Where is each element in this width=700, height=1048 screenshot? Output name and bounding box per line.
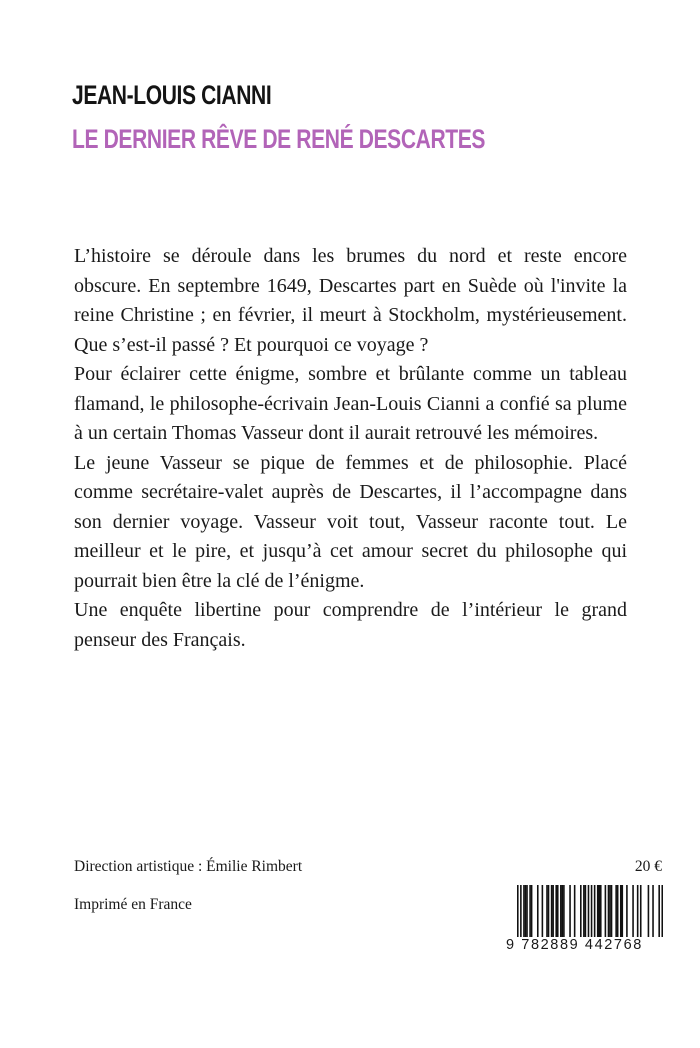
barcode-bar [597,885,599,937]
barcode-bar [605,885,607,937]
barcode-bar [563,885,565,937]
barcode-bar [626,885,628,937]
barcode-bar [609,885,611,937]
barcode-bar [560,885,562,937]
barcode-bar [585,885,587,937]
barcode-bar [542,885,544,937]
barcode-bar [551,885,553,937]
barcode-bar [557,885,559,937]
barcode-bar [583,885,585,937]
barcode-bar [569,885,571,937]
barcode-bar [580,885,582,937]
barcode-bar [620,885,622,937]
barcode-bar [658,885,660,937]
barcode-bar [600,885,602,937]
barcode-bar [648,885,650,937]
barcode-bar [548,885,550,937]
barcode-bar [555,885,557,937]
barcode-bar [574,885,576,937]
author-name: JEAN-LOUIS CIANNI [72,80,272,110]
barcode-bar [529,885,531,937]
barcode-bar [588,885,590,937]
blurb-paragraph: L’histoire se déroule dans les brumes du nord et reste encore obscure. En septembre 1649, Descartes part en Suède où l'invite la reine Christine ; en février, il meurt à Stockholm, mystérieusement. Que s’est-il passé ? Et pourquoi ce voyage ? [74,245,627,356]
blurb-paragraph: Pour éclairer cette énigme, sombre et brûlante comme un tableau flamand, le philosophe-écrivain Jean-Louis Cianni a confié sa plume à un certain Thomas Vasseur dont il aurait retrouvé les mémoires. [74,363,627,444]
barcode-bar [615,885,617,937]
art-direction-credit: Direction artistique : Émilie Rimbert [74,858,303,875]
barcode-bar [598,885,600,937]
barcode-bar [562,885,564,937]
barcode-bar [637,885,639,937]
barcode-bar [552,885,554,937]
barcode-bar [526,885,528,937]
blurb-paragraph: Le jeune Vasseur se pique de femmes et de philosophie. Placé comme secrétaire-valet auprès de Descartes, il l’accompagne dans son dernier voyage. Vasseur voit tout, Vasseur raconte tout. Le meilleur et le pire, et jusqu’à cet amour secret du philosophe qui pourrait bien être la clé de l’énigme. [74,451,627,592]
barcode-bar [661,885,663,937]
barcode-bar [591,885,593,937]
blurb [74,242,627,655]
price: 20 € [634,858,662,875]
barcode-bar [531,885,533,937]
barcode-bar [537,885,539,937]
barcode-bar [546,885,548,937]
blurb-paragraph: Une enquête libertine pour comprendre de l’intérieur le grand penseur des Français. [74,599,627,651]
barcode-bar [523,885,525,937]
barcode-bar [632,885,634,937]
barcode-icon [517,885,663,937]
barcode-bar [525,885,527,937]
barcode-bar [640,885,642,937]
printed-in: Imprimé en France [74,896,192,913]
barcode-bar [608,885,610,937]
barcode-bar [652,885,654,937]
isbn-number: 9 782889 442768 [506,937,643,953]
book-title: LE DERNIER RÊVE DE RENÉ DESCARTES [72,124,486,154]
barcode-bar [622,885,624,937]
barcode-bar [617,885,619,937]
barcode-bar [517,885,519,937]
barcode-bars [517,885,663,937]
barcode-bar [611,885,613,937]
barcode-bar [594,885,596,937]
barcode-bar [520,885,522,937]
